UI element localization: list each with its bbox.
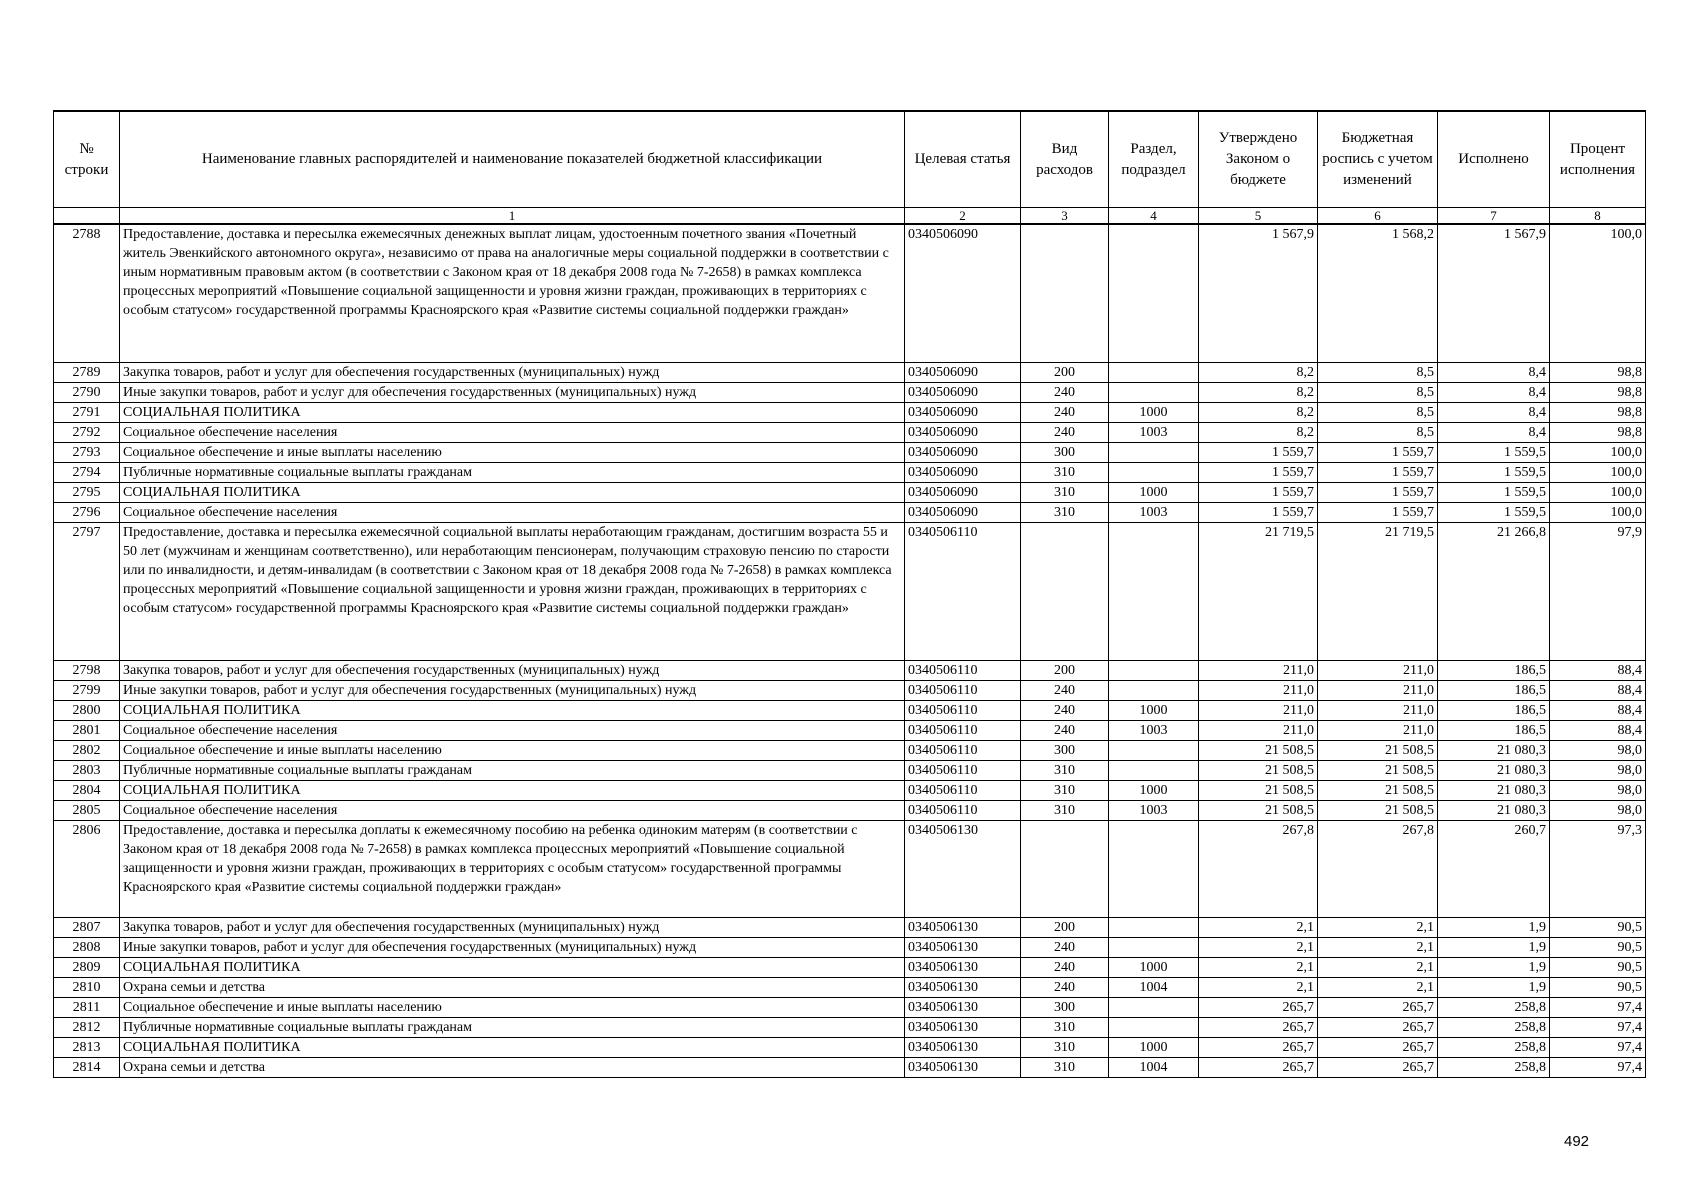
row-budget-list: 8,5 (1318, 363, 1438, 383)
row-number: 2800 (54, 701, 120, 721)
row-approved: 1 567,9 (1199, 224, 1318, 363)
row-percent: 98,8 (1550, 403, 1646, 423)
row-name: Социальное обеспечение населения (120, 801, 905, 821)
row-section (1109, 523, 1199, 661)
column-number: 6 (1318, 208, 1438, 225)
row-target-article: 0340506090 (905, 423, 1021, 443)
header-target-article: Целевая статья (905, 111, 1021, 208)
document-page (53, 110, 1646, 1078)
row-name: Публичные нормативные социальные выплаты гражданам (120, 761, 905, 781)
row-percent: 98,8 (1550, 383, 1646, 403)
row-name: Предоставление, доставка и пересылка ежемесячной социальной выплаты неработающим гражданам, достигшим возраста 55 и 50 лет (мужчинам и женщинам соответственно), или неработающим пенсионерам, получающим страховую пенсию по старости или по инвалидности, и детям-инвалидам (в соответствии с Законом края от 18 декабря 2008 года № 7-2658) в рамках комплекса процессных мероприятий «Повышение социальной защищенности и уровня жизни граждан, проживающих в территориях с особым статусом» государственной программы Красноярского края «Развитие системы социальной поддержки граждан» (120, 523, 905, 661)
row-executed: 1 559,5 (1438, 503, 1550, 523)
row-target-article: 0340506130 (905, 821, 1021, 918)
table-row (54, 801, 1646, 821)
row-executed: 1 567,9 (1438, 224, 1550, 363)
row-percent: 90,5 (1550, 918, 1646, 938)
table-row (54, 423, 1646, 443)
table-row (54, 958, 1646, 978)
row-number: 2804 (54, 781, 120, 801)
row-target-article: 0340506110 (905, 721, 1021, 741)
table-row (54, 383, 1646, 403)
column-number: 7 (1438, 208, 1550, 225)
row-budget-list: 1 568,2 (1318, 224, 1438, 363)
row-budget-list: 1 559,7 (1318, 463, 1438, 483)
row-name: Охрана семьи и детства (120, 978, 905, 998)
row-expense-type (1021, 224, 1109, 363)
table-row (54, 918, 1646, 938)
row-target-article: 0340506090 (905, 483, 1021, 503)
row-budget-list: 21 508,5 (1318, 801, 1438, 821)
table-header (54, 111, 1646, 224)
row-percent: 98,0 (1550, 761, 1646, 781)
row-approved: 265,7 (1199, 1038, 1318, 1058)
row-expense-type: 240 (1021, 403, 1109, 423)
row-budget-list: 21 508,5 (1318, 761, 1438, 781)
row-section (1109, 741, 1199, 761)
row-percent: 100,0 (1550, 443, 1646, 463)
table-row (54, 1058, 1646, 1078)
table-row (54, 701, 1646, 721)
row-name: Иные закупки товаров, работ и услуг для обеспечения государственных (муниципальных) нужд (120, 681, 905, 701)
row-target-article: 0340506130 (905, 1058, 1021, 1078)
row-budget-list: 211,0 (1318, 701, 1438, 721)
row-percent: 97,4 (1550, 1018, 1646, 1038)
row-percent: 97,4 (1550, 1058, 1646, 1078)
table-row (54, 443, 1646, 463)
row-budget-list: 21 508,5 (1318, 741, 1438, 761)
row-name: Социальное обеспечение населения (120, 503, 905, 523)
page-number: 492 (1564, 1133, 1590, 1150)
table-row (54, 403, 1646, 423)
row-expense-type: 240 (1021, 978, 1109, 998)
row-executed: 21 080,3 (1438, 741, 1550, 761)
table-row (54, 483, 1646, 503)
row-target-article: 0340506130 (905, 978, 1021, 998)
row-expense-type: 310 (1021, 1038, 1109, 1058)
row-section (1109, 383, 1199, 403)
row-budget-list: 267,8 (1318, 821, 1438, 918)
row-target-article: 0340506110 (905, 523, 1021, 661)
row-approved: 8,2 (1199, 403, 1318, 423)
table-row (54, 523, 1646, 661)
row-name: Иные закупки товаров, работ и услуг для обеспечения государственных (муниципальных) нужд (120, 938, 905, 958)
row-percent: 88,4 (1550, 721, 1646, 741)
row-target-article: 0340506110 (905, 741, 1021, 761)
row-name: Социальное обеспечение и иные выплаты населению (120, 443, 905, 463)
table-row (54, 463, 1646, 483)
row-number: 2807 (54, 918, 120, 938)
row-name: СОЦИАЛЬНАЯ ПОЛИТИКА (120, 483, 905, 503)
row-approved: 2,1 (1199, 958, 1318, 978)
row-number: 2811 (54, 998, 120, 1018)
row-percent: 98,0 (1550, 741, 1646, 761)
table-row (54, 721, 1646, 741)
row-number: 2792 (54, 423, 120, 443)
row-target-article: 0340506090 (905, 503, 1021, 523)
table-row (54, 938, 1646, 958)
row-number: 2806 (54, 821, 120, 918)
table-row (54, 661, 1646, 681)
row-number: 2799 (54, 681, 120, 701)
row-budget-list: 8,5 (1318, 383, 1438, 403)
row-approved: 21 508,5 (1199, 761, 1318, 781)
row-executed: 186,5 (1438, 681, 1550, 701)
row-target-article: 0340506130 (905, 998, 1021, 1018)
row-number: 2793 (54, 443, 120, 463)
row-name: СОЦИАЛЬНАЯ ПОЛИТИКА (120, 701, 905, 721)
row-number: 2794 (54, 463, 120, 483)
row-target-article: 0340506110 (905, 761, 1021, 781)
row-number: 2795 (54, 483, 120, 503)
table-row (54, 224, 1646, 363)
row-name: СОЦИАЛЬНАЯ ПОЛИТИКА (120, 958, 905, 978)
row-target-article: 0340506090 (905, 363, 1021, 383)
row-section (1109, 681, 1199, 701)
row-executed: 260,7 (1438, 821, 1550, 918)
row-executed: 8,4 (1438, 363, 1550, 383)
row-approved: 8,2 (1199, 363, 1318, 383)
row-budget-list: 211,0 (1318, 661, 1438, 681)
row-percent: 100,0 (1550, 463, 1646, 483)
row-approved: 21 508,5 (1199, 801, 1318, 821)
row-number: 2810 (54, 978, 120, 998)
row-executed: 258,8 (1438, 1038, 1550, 1058)
row-section: 1003 (1109, 503, 1199, 523)
row-section: 1000 (1109, 483, 1199, 503)
column-number: 1 (120, 208, 905, 225)
row-executed: 1,9 (1438, 938, 1550, 958)
row-number: 2812 (54, 1018, 120, 1038)
row-section (1109, 463, 1199, 483)
table-row (54, 1038, 1646, 1058)
header-percent: Процент исполнения (1550, 111, 1646, 208)
row-section: 1000 (1109, 701, 1199, 721)
row-number: 2814 (54, 1058, 120, 1078)
row-percent: 100,0 (1550, 483, 1646, 503)
row-number: 2798 (54, 661, 120, 681)
row-target-article: 0340506090 (905, 463, 1021, 483)
row-approved: 267,8 (1199, 821, 1318, 918)
row-target-article: 0340506130 (905, 918, 1021, 938)
row-budget-list: 1 559,7 (1318, 443, 1438, 463)
row-target-article: 0340506110 (905, 681, 1021, 701)
row-percent: 88,4 (1550, 661, 1646, 681)
row-target-article: 0340506090 (905, 443, 1021, 463)
row-approved: 21 508,5 (1199, 741, 1318, 761)
row-number: 2805 (54, 801, 120, 821)
table-row (54, 681, 1646, 701)
row-number: 2791 (54, 403, 120, 423)
row-budget-list: 1 559,7 (1318, 503, 1438, 523)
row-section: 1003 (1109, 423, 1199, 443)
row-section (1109, 224, 1199, 363)
row-budget-list: 21 508,5 (1318, 781, 1438, 801)
row-section: 1004 (1109, 978, 1199, 998)
row-section: 1004 (1109, 1058, 1199, 1078)
row-section (1109, 1018, 1199, 1038)
row-executed: 1 559,5 (1438, 443, 1550, 463)
row-percent: 88,4 (1550, 681, 1646, 701)
row-expense-type: 240 (1021, 681, 1109, 701)
row-approved: 1 559,7 (1199, 463, 1318, 483)
row-section (1109, 443, 1199, 463)
row-approved: 1 559,7 (1199, 503, 1318, 523)
row-target-article: 0340506110 (905, 661, 1021, 681)
row-section (1109, 938, 1199, 958)
row-expense-type: 300 (1021, 443, 1109, 463)
row-executed: 186,5 (1438, 701, 1550, 721)
row-expense-type: 240 (1021, 423, 1109, 443)
row-executed: 1,9 (1438, 918, 1550, 938)
row-executed: 258,8 (1438, 998, 1550, 1018)
row-executed: 258,8 (1438, 1018, 1550, 1038)
row-name: Закупка товаров, работ и услуг для обеспечения государственных (муниципальных) нужд (120, 661, 905, 681)
row-percent: 100,0 (1550, 503, 1646, 523)
table-row (54, 978, 1646, 998)
row-target-article: 0340506130 (905, 1018, 1021, 1038)
row-expense-type: 200 (1021, 363, 1109, 383)
row-number: 2789 (54, 363, 120, 383)
row-name: Социальное обеспечение и иные выплаты населению (120, 741, 905, 761)
column-number: 8 (1550, 208, 1646, 225)
row-approved: 265,7 (1199, 1058, 1318, 1078)
row-approved: 21 719,5 (1199, 523, 1318, 661)
row-name: Социальное обеспечение населения (120, 423, 905, 443)
row-budget-list: 2,1 (1318, 938, 1438, 958)
row-approved: 2,1 (1199, 918, 1318, 938)
row-section: 1000 (1109, 781, 1199, 801)
row-percent: 98,0 (1550, 781, 1646, 801)
budget-execution-table (53, 110, 1646, 1078)
row-number: 2796 (54, 503, 120, 523)
row-name: Социальное обеспечение и иные выплаты населению (120, 998, 905, 1018)
header-budget-list: Бюджетная роспись с учетом изменений (1318, 111, 1438, 208)
table-row (54, 761, 1646, 781)
header-section: Раздел, подраздел (1109, 111, 1199, 208)
row-name: СОЦИАЛЬНАЯ ПОЛИТИКА (120, 403, 905, 423)
table-row (54, 741, 1646, 761)
row-approved: 211,0 (1199, 721, 1318, 741)
row-budget-list: 2,1 (1318, 958, 1438, 978)
row-number: 2813 (54, 1038, 120, 1058)
row-percent: 98,8 (1550, 423, 1646, 443)
row-expense-type: 200 (1021, 661, 1109, 681)
table-row (54, 1018, 1646, 1038)
row-section: 1000 (1109, 1038, 1199, 1058)
row-budget-list: 2,1 (1318, 978, 1438, 998)
row-expense-type: 310 (1021, 483, 1109, 503)
row-expense-type: 310 (1021, 463, 1109, 483)
row-expense-type: 310 (1021, 781, 1109, 801)
row-section (1109, 363, 1199, 383)
row-expense-type: 310 (1021, 503, 1109, 523)
row-percent: 97,4 (1550, 998, 1646, 1018)
row-approved: 211,0 (1199, 661, 1318, 681)
row-target-article: 0340506130 (905, 1038, 1021, 1058)
row-section (1109, 918, 1199, 938)
row-percent: 98,0 (1550, 801, 1646, 821)
row-number: 2788 (54, 224, 120, 363)
header-row-number: № строки (54, 111, 120, 208)
row-approved: 8,2 (1199, 383, 1318, 403)
row-expense-type: 300 (1021, 998, 1109, 1018)
row-number: 2808 (54, 938, 120, 958)
row-target-article: 0340506130 (905, 938, 1021, 958)
row-target-article: 0340506110 (905, 701, 1021, 721)
row-percent: 90,5 (1550, 938, 1646, 958)
row-name: Публичные нормативные социальные выплаты гражданам (120, 463, 905, 483)
row-approved: 1 559,7 (1199, 483, 1318, 503)
row-expense-type: 310 (1021, 761, 1109, 781)
row-expense-type: 300 (1021, 741, 1109, 761)
header-expense-type: Вид расходов (1021, 111, 1109, 208)
row-percent: 97,3 (1550, 821, 1646, 918)
table-body (54, 224, 1646, 1078)
row-approved: 211,0 (1199, 701, 1318, 721)
row-percent: 97,4 (1550, 1038, 1646, 1058)
row-executed: 8,4 (1438, 403, 1550, 423)
row-name: Публичные нормативные социальные выплаты гражданам (120, 1018, 905, 1038)
row-executed: 186,5 (1438, 661, 1550, 681)
table-row (54, 821, 1646, 918)
row-number: 2797 (54, 523, 120, 661)
row-section: 1000 (1109, 958, 1199, 978)
row-executed: 1 559,5 (1438, 483, 1550, 503)
column-number: 5 (1199, 208, 1318, 225)
row-name: СОЦИАЛЬНАЯ ПОЛИТИКА (120, 781, 905, 801)
row-approved: 265,7 (1199, 998, 1318, 1018)
row-expense-type: 240 (1021, 383, 1109, 403)
row-expense-type: 240 (1021, 721, 1109, 741)
row-number: 2801 (54, 721, 120, 741)
row-section: 1000 (1109, 403, 1199, 423)
row-section: 1003 (1109, 801, 1199, 821)
row-expense-type: 240 (1021, 958, 1109, 978)
row-budget-list: 265,7 (1318, 1018, 1438, 1038)
row-name: Закупка товаров, работ и услуг для обеспечения государственных (муниципальных) нужд (120, 363, 905, 383)
row-approved: 2,1 (1199, 978, 1318, 998)
row-target-article: 0340506110 (905, 801, 1021, 821)
table-row (54, 781, 1646, 801)
header-executed: Исполнено (1438, 111, 1550, 208)
row-percent: 90,5 (1550, 958, 1646, 978)
row-section (1109, 821, 1199, 918)
row-percent: 90,5 (1550, 978, 1646, 998)
row-budget-list: 265,7 (1318, 1058, 1438, 1078)
row-name: Иные закупки товаров, работ и услуг для обеспечения государственных (муниципальных) нужд (120, 383, 905, 403)
row-name: Социальное обеспечение населения (120, 721, 905, 741)
row-executed: 1,9 (1438, 958, 1550, 978)
row-budget-list: 1 559,7 (1318, 483, 1438, 503)
row-expense-type: 310 (1021, 801, 1109, 821)
row-name: СОЦИАЛЬНАЯ ПОЛИТИКА (120, 1038, 905, 1058)
row-section (1109, 761, 1199, 781)
table-row (54, 503, 1646, 523)
row-expense-type: 240 (1021, 938, 1109, 958)
row-approved: 211,0 (1199, 681, 1318, 701)
row-number: 2809 (54, 958, 120, 978)
row-percent: 98,8 (1550, 363, 1646, 383)
row-budget-list: 8,5 (1318, 423, 1438, 443)
row-executed: 21 080,3 (1438, 801, 1550, 821)
row-approved: 21 508,5 (1199, 781, 1318, 801)
column-number-row (54, 208, 1646, 225)
row-executed: 8,4 (1438, 423, 1550, 443)
column-number: 3 (1021, 208, 1109, 225)
row-target-article: 0340506090 (905, 383, 1021, 403)
row-expense-type: 310 (1021, 1018, 1109, 1038)
row-section: 1003 (1109, 721, 1199, 741)
row-name: Закупка товаров, работ и услуг для обеспечения государственных (муниципальных) нужд (120, 918, 905, 938)
row-name: Охрана семьи и детства (120, 1058, 905, 1078)
row-executed: 1,9 (1438, 978, 1550, 998)
row-executed: 1 559,5 (1438, 463, 1550, 483)
row-budget-list: 2,1 (1318, 918, 1438, 938)
row-section (1109, 661, 1199, 681)
row-name: Предоставление, доставка и пересылка ежемесячных денежных выплат лицам, удостоенным почетного звания «Почетный житель Эвенкийского автономного округа», независимо от права на аналогичные меры социальной поддержки в соответствии с иным нормативным правовым актом (в соответствии с Законом края от 18 декабря 2008 года № 7-2658) в рамках комплекса процессных мероприятий «Повышение социальной защищенности и уровня жизни граждан, проживающих в территориях с особым статусом» государственной программы Красноярского края «Развитие системы социальной поддержки граждан» (120, 224, 905, 363)
column-number: 4 (1109, 208, 1199, 225)
row-number: 2790 (54, 383, 120, 403)
row-approved: 265,7 (1199, 1018, 1318, 1038)
row-target-article: 0340506130 (905, 958, 1021, 978)
header-approved: Утверждено Законом о бюджете (1199, 111, 1318, 208)
row-percent: 97,9 (1550, 523, 1646, 661)
row-executed: 21 080,3 (1438, 781, 1550, 801)
row-executed: 8,4 (1438, 383, 1550, 403)
row-section (1109, 998, 1199, 1018)
row-number: 2803 (54, 761, 120, 781)
row-executed: 186,5 (1438, 721, 1550, 741)
row-expense-type: 240 (1021, 701, 1109, 721)
row-expense-type (1021, 821, 1109, 918)
row-approved: 2,1 (1199, 938, 1318, 958)
row-expense-type: 310 (1021, 1058, 1109, 1078)
row-expense-type (1021, 523, 1109, 661)
row-target-article: 0340506090 (905, 224, 1021, 363)
row-number: 2802 (54, 741, 120, 761)
column-number: 2 (905, 208, 1021, 225)
row-percent: 100,0 (1550, 224, 1646, 363)
row-budget-list: 211,0 (1318, 721, 1438, 741)
row-approved: 8,2 (1199, 423, 1318, 443)
row-executed: 21 080,3 (1438, 761, 1550, 781)
header-name: Наименование главных распорядителей и наименование показателей бюджетной классификации (120, 111, 905, 208)
row-budget-list: 8,5 (1318, 403, 1438, 423)
row-name: Предоставление, доставка и пересылка доплаты к ежемесячному пособию на ребенка одиноким матерям (в соответствии с Законом края от 18 декабря 2008 года № 7-2658) в рамках комплекса процессных мероприятий «Повышение социальной защищенности и уровня жизни граждан, проживающих в территориях с особым статусом» государственной программы Красноярского края «Развитие системы социальной поддержки граждан» (120, 821, 905, 918)
row-target-article: 0340506090 (905, 403, 1021, 423)
row-executed: 21 266,8 (1438, 523, 1550, 661)
table-row (54, 363, 1646, 383)
row-budget-list: 265,7 (1318, 998, 1438, 1018)
row-executed: 258,8 (1438, 1058, 1550, 1078)
row-target-article: 0340506110 (905, 781, 1021, 801)
row-budget-list: 211,0 (1318, 681, 1438, 701)
row-percent: 88,4 (1550, 701, 1646, 721)
row-expense-type: 200 (1021, 918, 1109, 938)
table-row (54, 998, 1646, 1018)
row-budget-list: 21 719,5 (1318, 523, 1438, 661)
row-approved: 1 559,7 (1199, 443, 1318, 463)
row-budget-list: 265,7 (1318, 1038, 1438, 1058)
